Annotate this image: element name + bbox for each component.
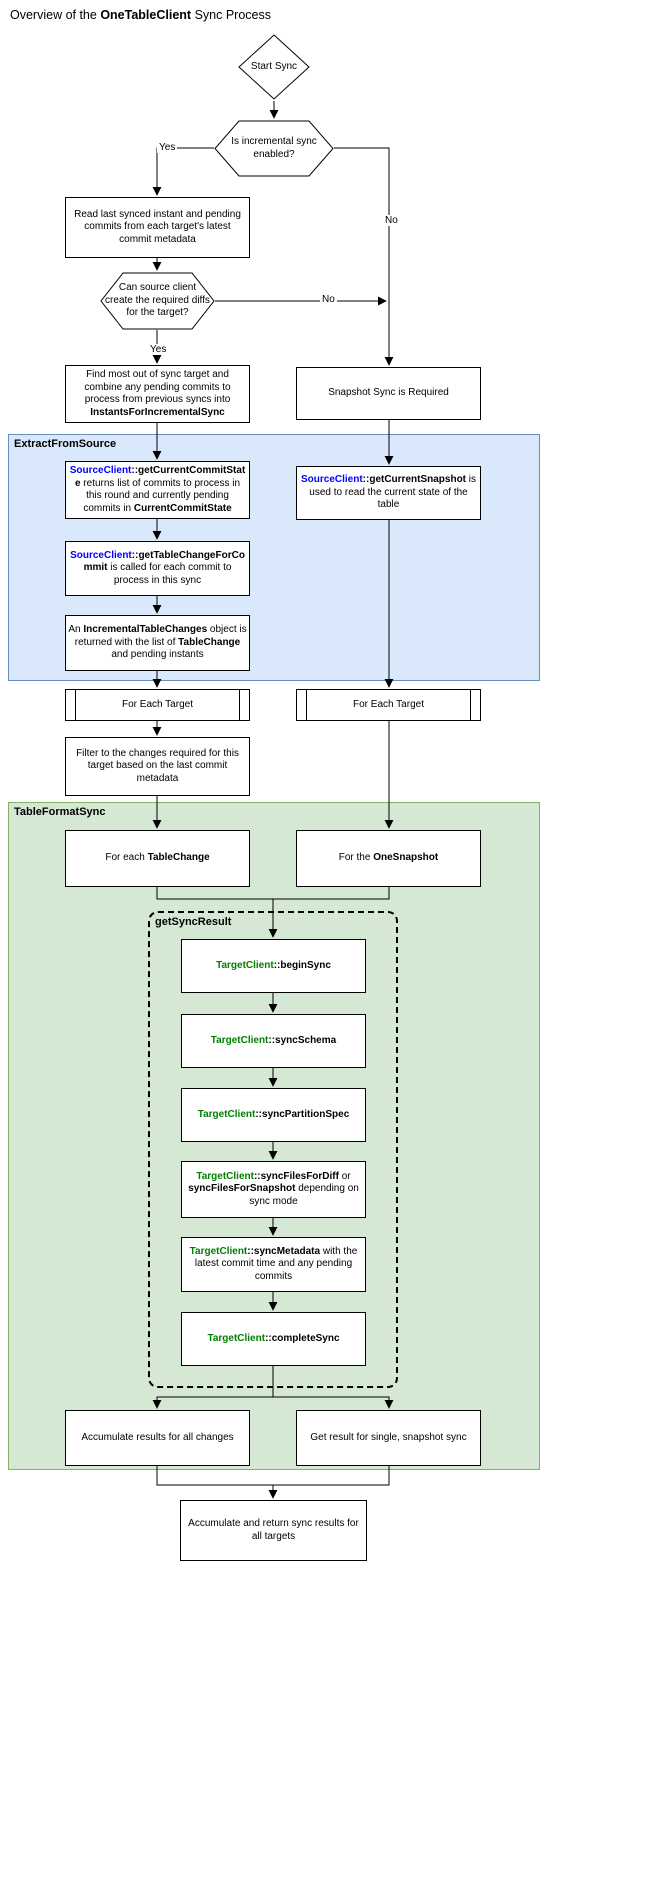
node-find-most-out-of-sync [65, 365, 250, 423]
node-for-each-target-right [296, 689, 481, 721]
node-filter-changes-label: Filter to the changes required for this target based on the last commit metadata [76, 747, 239, 784]
edge-label-yes-diffs: Yes [150, 344, 167, 355]
node-sync-metadata-label: TargetClient::syncMetadata with the latest commit time and any pending commits [189, 1245, 358, 1282]
node-filter-changes [65, 737, 250, 796]
node-accumulate-and-return-label: Accumulate and return sync results for all targets [188, 1518, 359, 1542]
diagram-title: Overview of the OneTableClient Sync Process [10, 8, 271, 22]
node-read-last-synced [65, 197, 250, 258]
process-shape-line [470, 690, 471, 720]
node-get-table-change-for-commit-label: SourceClient::getTableChangeForCommit is called for each commit to process in this sync [70, 549, 245, 586]
node-sync-metadata [181, 1237, 366, 1292]
node-sync-schema [181, 1014, 366, 1068]
process-shape-line [306, 690, 307, 720]
container-extract-from-source-label: ExtractFromSource [14, 438, 117, 450]
node-begin-sync-label: TargetClient::beginSync [216, 959, 331, 971]
node-for-each-table-change [65, 830, 250, 887]
node-can-source-create-diffs [100, 272, 215, 330]
node-get-current-commit-state [65, 461, 250, 519]
node-incremental-table-changes [65, 615, 250, 671]
edge-label-yes-incremental: Yes [159, 142, 176, 153]
node-begin-sync [181, 939, 366, 993]
node-get-current-snapshot [296, 466, 481, 520]
node-is-incremental-sync-enabled [214, 120, 334, 177]
node-complete-sync-label: TargetClient::completeSync [207, 1332, 340, 1344]
edge-label-no-diffs: No [322, 294, 335, 305]
node-get-single-result-label: Get result for single, snapshot sync [310, 1431, 467, 1443]
node-start-sync-label: Start Sync [250, 60, 298, 72]
node-start-sync [238, 34, 310, 100]
node-get-single-result [296, 1410, 481, 1466]
node-read-last-synced-label: Read last synced instant and pending commits from each target's latest commit metadata [74, 208, 241, 245]
node-get-current-snapshot-label: SourceClient::getCurrentSnapshot is used to read the current state of the table [300, 474, 477, 511]
node-can-source-create-diffs-label: Can source client create the required diffs for the target? [105, 282, 210, 319]
node-for-each-target-left-label: For Each Target [122, 698, 193, 710]
node-incremental-table-changes-label: An IncrementalTableChanges object is returned with the list of TableChange and pending instants [68, 624, 247, 661]
edge-enabled-yes [157, 148, 214, 195]
edge-enabled-no [334, 148, 389, 365]
node-sync-files [181, 1161, 366, 1218]
node-for-the-one-snapshot-label: For the OneSnapshot [338, 852, 439, 864]
process-shape-line [75, 690, 76, 720]
edge-label-no-incremental: No [385, 215, 398, 226]
node-is-incremental-sync-enabled-label: Is incremental sync enabled? [231, 136, 317, 160]
node-for-each-target-left [65, 689, 250, 721]
node-accumulate-and-return [180, 1500, 367, 1561]
node-get-current-commit-state-label: SourceClient::getCurrentCommitState returns list of commits to process in this round and currently pending commits in CurrentCommitState [69, 465, 246, 514]
node-sync-files-label: TargetClient::syncFilesForDiff or syncFilesForSnapshot depending on sync mode [188, 1170, 359, 1207]
node-get-table-change-for-commit [65, 541, 250, 596]
node-complete-sync [181, 1312, 366, 1366]
node-find-most-out-of-sync-label: Find most out of sync target and combine any pending commits to process from previous syncs into InstantsForIncrementalSync [84, 369, 231, 418]
container-table-format-sync-label: TableFormatSync [14, 806, 106, 818]
container-get-sync-result-label: getSyncResult [155, 916, 232, 928]
node-sync-partition-spec-label: TargetClient::syncPartitionSpec [197, 1108, 350, 1120]
node-for-each-table-change-label: For each TableChange [105, 852, 210, 864]
process-shape-line [239, 690, 240, 720]
node-sync-partition-spec [181, 1088, 366, 1142]
node-accumulate-results-label: Accumulate results for all changes [81, 1431, 234, 1443]
node-snapshot-sync-required-label: Snapshot Sync is Required [328, 387, 449, 399]
node-accumulate-results [65, 1410, 250, 1466]
node-snapshot-sync-required [296, 367, 481, 420]
node-for-the-one-snapshot [296, 830, 481, 887]
node-sync-schema-label: TargetClient::syncSchema [210, 1034, 337, 1046]
node-for-each-target-right-label: For Each Target [353, 698, 424, 710]
